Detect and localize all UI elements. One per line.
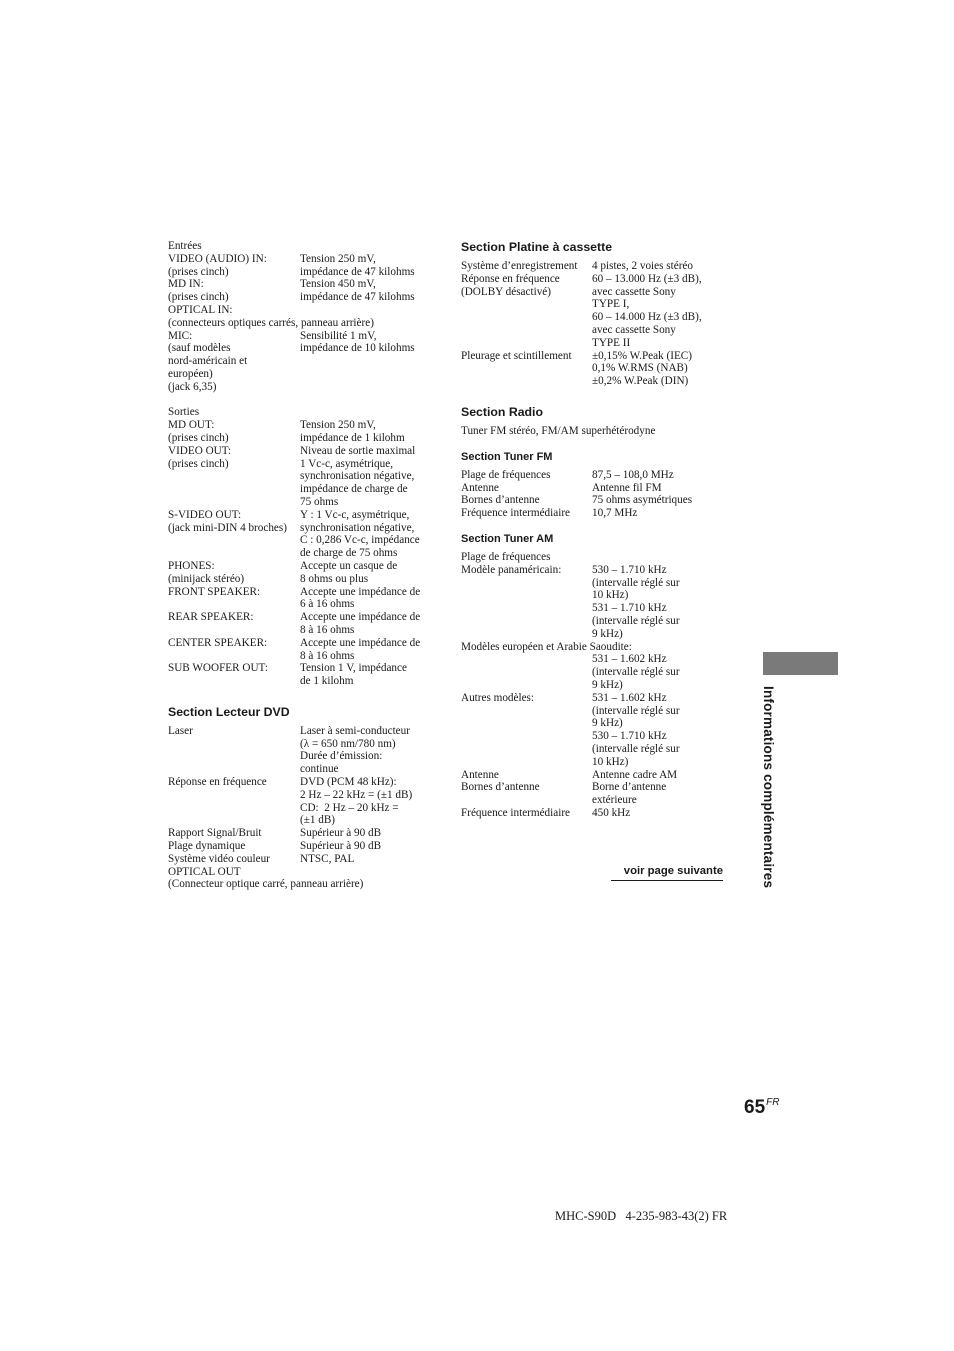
spec-row xyxy=(168,381,438,394)
section-heading-dvd: Section Lecteur DVD xyxy=(168,704,290,719)
spec-label: Entrées xyxy=(168,240,202,252)
spec-value: avec cassette Sony xyxy=(592,323,676,336)
spec-label: REAR SPEAKER: xyxy=(168,611,254,624)
spec-row xyxy=(168,483,438,496)
spec-row xyxy=(168,611,438,624)
spec-label: Rapport Signal/Bruit xyxy=(168,827,262,840)
spec-value: 1 Vc-c, asymétrique, xyxy=(300,457,393,470)
spec-label: VIDEO OUT: xyxy=(168,444,232,457)
spec-row xyxy=(461,794,723,807)
spec-label: Plage de fréquences xyxy=(461,550,551,563)
spec-value: 75 ohms asymétriques xyxy=(592,494,693,507)
spec-row xyxy=(168,534,438,547)
spec-value xyxy=(300,381,438,394)
spec-row xyxy=(461,507,723,520)
spec-value: 10 kHz) xyxy=(592,589,629,602)
spec-row xyxy=(168,560,438,573)
spec-row xyxy=(168,814,438,827)
spec-value: 0,1% W.RMS (NAB) xyxy=(592,362,688,375)
spec-label: SUB WOOFER OUT: xyxy=(168,662,268,675)
spec-label xyxy=(168,802,300,815)
spec-value: Supérieur à 90 dB xyxy=(300,827,382,840)
spec-value: (intervalle réglé sur xyxy=(592,576,680,589)
spec-value: Laser à semi-conducteur xyxy=(300,724,410,737)
spec-label: Fréquence intermédiaire xyxy=(461,507,571,520)
spec-label xyxy=(461,311,592,324)
page-number xyxy=(744,1097,780,1118)
spec-row xyxy=(168,278,438,291)
spec-row xyxy=(168,445,438,458)
spec-label xyxy=(168,496,300,509)
spec-row xyxy=(461,362,723,375)
spec-value: 531 – 1.602 kHz xyxy=(592,691,667,704)
spec-value: 60 – 14.000 Hz (±3 dB), xyxy=(592,311,702,324)
spec-value xyxy=(300,368,438,381)
spec-label xyxy=(461,362,592,375)
spec-label: Réponse en fréquence xyxy=(168,776,267,789)
spec-label: CENTER SPEAKER: xyxy=(168,636,268,649)
spec-label xyxy=(461,717,592,730)
spec-label xyxy=(168,763,300,776)
spec-value: impédance de 47 kilohms xyxy=(300,265,415,278)
spec-value: 531 – 1.710 kHz xyxy=(592,602,667,615)
spec-value: 10,7 MHz xyxy=(592,507,638,520)
spec-value: (intervalle réglé sur xyxy=(592,742,680,755)
spec-value: 10 kHz) xyxy=(592,755,629,768)
spec-label xyxy=(461,577,592,590)
spec-label xyxy=(461,628,592,641)
spec-row xyxy=(461,273,723,286)
spec-row xyxy=(168,738,438,751)
section-heading-fm: Section Tuner FM xyxy=(461,450,553,463)
spec-label: (prises cinch) xyxy=(168,291,229,304)
spec-row xyxy=(168,470,438,483)
radio-description: Tuner FM stéréo, FM/AM superhétérodyne xyxy=(461,424,656,437)
spec-label: PHONES: xyxy=(168,559,215,572)
spec-value: 6 à 16 ohms xyxy=(300,598,355,611)
spec-row xyxy=(461,482,723,495)
spec-label: Antenne xyxy=(461,768,499,781)
spec-row xyxy=(461,350,723,363)
spec-row xyxy=(168,266,438,279)
spec-row xyxy=(461,666,723,679)
spec-row xyxy=(168,802,438,815)
section-heading-cassette: Section Platine à cassette xyxy=(461,240,613,254)
spec-row xyxy=(461,324,723,337)
spec-row xyxy=(461,628,723,641)
spec-row xyxy=(168,509,438,522)
spec-value: Supérieur à 90 dB xyxy=(300,840,382,853)
chapter-tab-marker xyxy=(763,652,838,675)
spec-row xyxy=(168,624,438,637)
spec-value: impédance de charge de xyxy=(300,483,408,496)
spec-row xyxy=(461,679,723,692)
section-heading-radio: Section Radio xyxy=(461,404,543,419)
spec-value: Accepte une impédance de xyxy=(300,636,421,649)
spec-value: 8 ohms ou plus xyxy=(300,572,369,585)
spec-label: Fréquence intermédiaire xyxy=(461,806,571,819)
spec-value xyxy=(300,406,438,419)
spec-row xyxy=(461,298,723,311)
spec-label: Bornes d’antenne xyxy=(461,494,540,507)
spec-row xyxy=(168,586,438,599)
spec-label xyxy=(461,679,592,692)
spec-value: Tension 450 mV, xyxy=(300,278,376,291)
spec-value: NTSC, PAL xyxy=(300,852,355,865)
spec-value: 75 ohms xyxy=(300,495,339,508)
spec-value: 9 kHz) xyxy=(592,717,623,730)
spec-row xyxy=(168,342,438,355)
spec-row xyxy=(461,337,723,350)
spec-row xyxy=(168,866,438,879)
spec-value: 450 kHz xyxy=(592,806,631,819)
spec-row xyxy=(461,807,723,820)
spec-value: impédance de 10 kilohms xyxy=(300,342,415,355)
spec-label: (prises cinch) xyxy=(168,265,229,278)
page-number-suffix: FR xyxy=(766,1097,780,1108)
spec-row xyxy=(168,368,438,381)
spec-row xyxy=(461,692,723,705)
spec-value: C : 0,286 Vc-c, impédance xyxy=(300,534,420,547)
spec-label xyxy=(168,547,300,560)
spec-row xyxy=(168,789,438,802)
spec-value xyxy=(592,551,723,564)
spec-label: (prises cinch) xyxy=(168,457,229,470)
spec-label xyxy=(168,598,300,611)
spec-row xyxy=(461,781,723,794)
spec-value: 530 – 1.710 kHz xyxy=(592,563,667,576)
spec-row xyxy=(168,598,438,611)
spec-row xyxy=(168,291,438,304)
spec-list xyxy=(168,725,438,891)
spec-value: 9 kHz) xyxy=(592,678,623,691)
spec-value xyxy=(300,240,438,253)
spec-value: Antenne cadre AM xyxy=(592,768,678,781)
spec-label xyxy=(168,814,300,827)
spec-row xyxy=(168,355,438,368)
spec-row xyxy=(461,494,723,507)
spec-row xyxy=(168,458,438,471)
spec-label: européen) xyxy=(168,367,213,380)
spec-label: (prises cinch) xyxy=(168,431,229,444)
spec-label: Bornes d’antenne xyxy=(461,781,540,794)
spec-label xyxy=(461,794,592,807)
spec-value: 87,5 – 108,0 MHz xyxy=(592,468,674,481)
spec-full-line: (Connecteur optique carré, panneau arrière) xyxy=(168,878,364,891)
spec-label xyxy=(168,470,300,483)
spec-value: Tension 1 V, impédance xyxy=(300,662,407,675)
spec-label xyxy=(168,624,300,637)
spec-row xyxy=(168,750,438,763)
spec-value: Durée d’émission: xyxy=(300,750,383,763)
spec-label: VIDEO (AUDIO) IN: xyxy=(168,252,267,265)
spec-label xyxy=(168,534,300,547)
spec-row xyxy=(461,756,723,769)
spec-value xyxy=(300,304,438,317)
spec-value: Borne d’antenne xyxy=(592,781,667,794)
spec-value: (λ = 650 nm/780 nm) xyxy=(300,737,396,750)
spec-label: Modèle panaméricain: xyxy=(461,563,562,576)
spec-label: Système vidéo couleur xyxy=(168,852,270,865)
spec-row xyxy=(168,840,438,853)
spec-list xyxy=(461,469,723,520)
spec-list xyxy=(461,260,723,388)
spec-label: Autres modèles: xyxy=(461,691,535,704)
spec-label: FRONT SPEAKER: xyxy=(168,585,261,598)
spec-list xyxy=(168,406,438,688)
spec-label xyxy=(461,615,592,628)
spec-row xyxy=(168,496,438,509)
spec-row xyxy=(168,650,438,663)
spec-label: Sorties xyxy=(168,406,200,419)
spec-row xyxy=(461,602,723,615)
spec-value: extérieure xyxy=(592,794,637,807)
spec-full-line: (connecteurs optiques carrés, panneau arrière) xyxy=(168,316,374,329)
spec-label: MIC: xyxy=(168,329,193,342)
spec-value xyxy=(300,866,438,879)
spec-value: (±1 dB) xyxy=(300,814,336,827)
spec-value: Niveau de sortie maximal xyxy=(300,444,416,457)
spec-value: DVD (PCM 48 kHz): xyxy=(300,776,397,789)
spec-label xyxy=(461,730,592,743)
spec-row xyxy=(168,662,438,675)
spec-row xyxy=(168,637,438,650)
spec-label: MD IN: xyxy=(168,278,204,291)
spec-row xyxy=(461,551,723,564)
spec-label: OPTICAL IN: xyxy=(168,303,233,316)
spec-value: (intervalle réglé sur xyxy=(592,614,680,627)
spec-row xyxy=(168,240,438,253)
spec-row xyxy=(461,743,723,756)
spec-label xyxy=(168,483,300,496)
spec-value: Tension 250 mV, xyxy=(300,252,376,265)
spec-row xyxy=(461,311,723,324)
spec-label: Plage de fréquences xyxy=(461,468,551,481)
spec-label: (DOLBY désactivé) xyxy=(461,285,551,298)
spec-label: Laser xyxy=(168,724,193,737)
spec-label xyxy=(461,666,592,679)
spec-label: (jack mini-DIN 4 broches) xyxy=(168,521,287,534)
spec-value: 8 à 16 ohms xyxy=(300,649,355,662)
spec-value: (intervalle réglé sur xyxy=(592,666,680,679)
spec-row xyxy=(168,304,438,317)
spec-label: Réponse en fréquence xyxy=(461,272,560,285)
spec-row xyxy=(461,589,723,602)
spec-value: synchronisation négative, xyxy=(300,521,415,534)
spec-value: Antenne fil FM xyxy=(592,481,662,494)
spec-row xyxy=(461,564,723,577)
spec-row xyxy=(168,330,438,343)
left-column xyxy=(168,240,438,891)
spec-list xyxy=(461,551,723,820)
spec-value: TYPE II xyxy=(592,336,631,349)
spec-row xyxy=(461,577,723,590)
spec-row xyxy=(461,705,723,718)
spec-row xyxy=(168,675,438,688)
spec-value xyxy=(300,355,438,368)
spec-value: synchronisation négative, xyxy=(300,470,415,483)
spec-value: Sensibilité 1 mV, xyxy=(300,329,377,342)
spec-label xyxy=(168,738,300,751)
next-page-link[interactable]: voir page suivante xyxy=(611,864,723,881)
spec-value: CD: 2 Hz – 20 kHz = xyxy=(300,801,399,814)
spec-value: Accepte une impédance de xyxy=(300,611,421,624)
spec-label xyxy=(168,650,300,663)
spec-value: 531 – 1.602 kHz xyxy=(592,653,667,666)
spec-label xyxy=(461,324,592,337)
spec-label xyxy=(461,375,592,388)
spec-value: impédance de 47 kilohms xyxy=(300,291,415,304)
spec-row xyxy=(168,432,438,445)
spec-label xyxy=(461,705,592,718)
spec-row xyxy=(168,406,438,419)
spec-value: 530 – 1.710 kHz xyxy=(592,730,667,743)
spec-value: de charge de 75 ohms xyxy=(300,547,398,560)
spec-row xyxy=(461,375,723,388)
spec-label: (sauf modèles xyxy=(168,342,231,355)
spec-label xyxy=(168,789,300,802)
spec-value: 8 à 16 ohms xyxy=(300,623,355,636)
spec-value: Y : 1 Vc-c, asymétrique, xyxy=(300,508,410,521)
spec-row xyxy=(168,827,438,840)
model-code-footer: MHC-S90D 4-235-983-43(2) FR xyxy=(555,1209,728,1223)
spec-label: Plage dynamique xyxy=(168,840,246,853)
spec-label: nord-américain et xyxy=(168,355,248,368)
spec-label: (jack 6,35) xyxy=(168,380,217,393)
spec-row xyxy=(461,615,723,628)
spec-label xyxy=(461,298,592,311)
spec-label: MD OUT: xyxy=(168,419,215,432)
spec-row xyxy=(168,253,438,266)
spec-full-line: Modèles européen et Arabie Saoudite: xyxy=(461,640,632,653)
spec-value: avec cassette Sony xyxy=(592,285,676,298)
page-number-value: 65 xyxy=(744,1097,766,1118)
spec-row xyxy=(461,730,723,743)
spec-label xyxy=(461,756,592,769)
spec-row xyxy=(461,469,723,482)
chapter-side-title: Informations complémentaires xyxy=(760,686,776,889)
spec-label xyxy=(168,750,300,763)
right-column xyxy=(461,240,723,820)
spec-value: ±0,15% W.Peak (IEC) xyxy=(592,349,692,362)
spec-value: 60 – 13.000 Hz (±3 dB), xyxy=(592,272,702,285)
spec-row xyxy=(461,769,723,782)
spec-list xyxy=(168,240,438,394)
spec-value: (intervalle réglé sur xyxy=(592,704,680,717)
spec-value: ±0,2% W.Peak (DIN) xyxy=(592,375,689,388)
spec-value: 2 Hz – 22 kHz = (±1 dB) xyxy=(300,788,413,801)
spec-row xyxy=(168,547,438,560)
spec-label: (minijack stéréo) xyxy=(168,572,245,585)
spec-row xyxy=(461,260,723,273)
spec-label xyxy=(461,653,592,666)
spec-value: 4 pistes, 2 voies stéréo xyxy=(592,260,693,272)
spec-value: de 1 kilohm xyxy=(300,675,354,688)
spec-row xyxy=(168,763,438,776)
spec-label: OPTICAL OUT xyxy=(168,865,241,878)
spec-row xyxy=(461,653,723,666)
spec-label: S-VIDEO OUT: xyxy=(168,508,242,521)
section-heading-am: Section Tuner AM xyxy=(461,532,554,545)
spec-label xyxy=(461,602,592,615)
spec-value: Accepte un casque de xyxy=(300,559,398,572)
spec-value: Tension 250 mV, xyxy=(300,419,376,432)
spec-label: Antenne xyxy=(461,481,499,494)
spec-row xyxy=(461,717,723,730)
spec-label xyxy=(461,337,592,350)
spec-row xyxy=(168,776,438,789)
spec-label xyxy=(461,589,592,602)
spec-row xyxy=(461,286,723,299)
spec-value: impédance de 1 kilohm xyxy=(300,431,405,444)
spec-label xyxy=(168,675,300,688)
spec-value: Accepte une impédance de xyxy=(300,585,421,598)
spec-row xyxy=(168,725,438,738)
spec-row xyxy=(168,419,438,432)
spec-value: TYPE I, xyxy=(592,298,630,311)
spec-row xyxy=(168,573,438,586)
spec-row xyxy=(168,522,438,535)
spec-value: continue xyxy=(300,763,339,776)
spec-label: Pleurage et scintillement xyxy=(461,349,572,362)
spec-label xyxy=(461,743,592,756)
spec-value: 9 kHz) xyxy=(592,627,623,640)
spec-label: Système d’enregistrement xyxy=(461,260,578,272)
spec-row xyxy=(168,853,438,866)
